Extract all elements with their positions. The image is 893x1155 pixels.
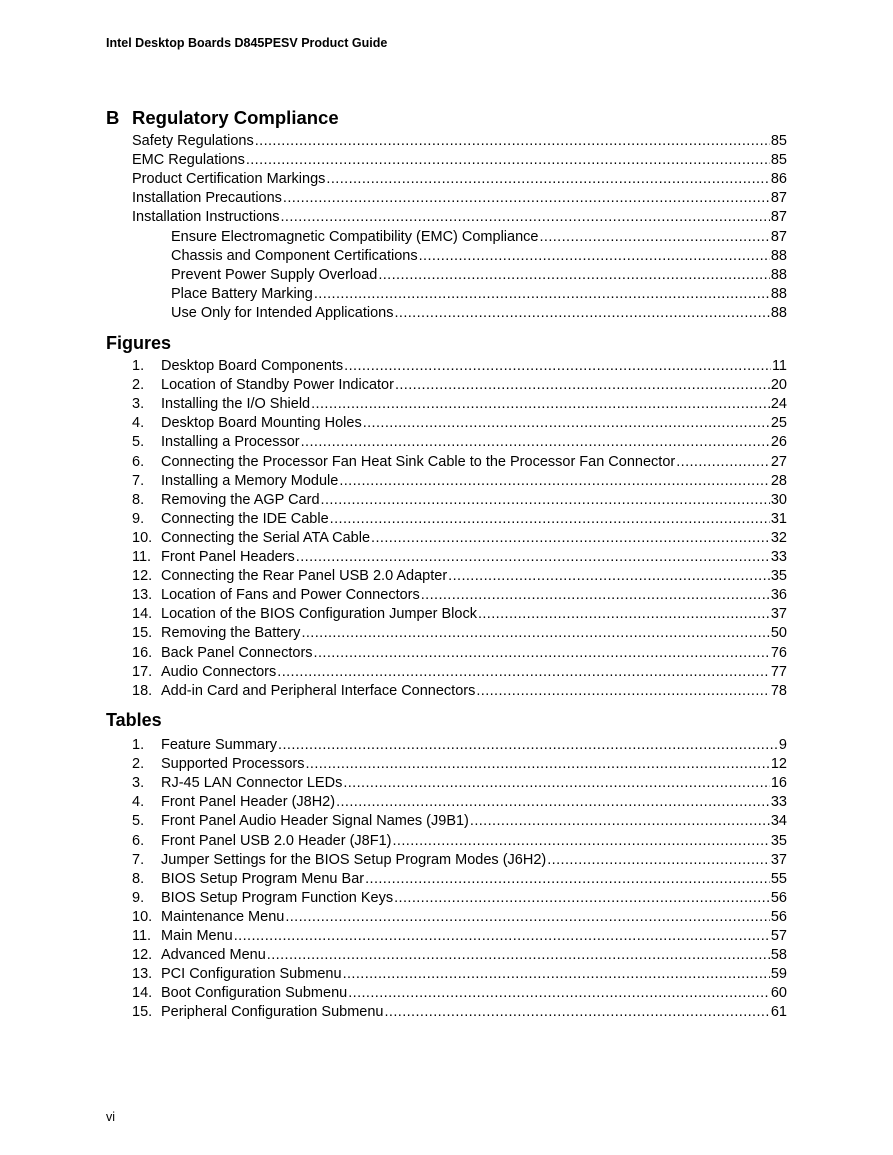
toc-entry[interactable] — [171, 228, 787, 247]
toc-entry-title: Connecting the Processor Fan Heat Sink Cable to the Processor Fan Connector — [161, 454, 676, 470]
toc-entry-number: 1. — [132, 737, 145, 753]
toc-leader-dots — [285, 908, 770, 927]
toc-leader-dots — [301, 433, 770, 452]
toc-entry-page: 88 — [770, 305, 787, 321]
appendix-letter: B — [106, 107, 120, 128]
toc-entry[interactable] — [132, 357, 787, 376]
toc-entry-title: Connecting the Rear Panel USB 2.0 Adapter — [161, 568, 448, 584]
toc-entry-title: Supported Processors — [161, 756, 305, 772]
toc-entry-number: 14. — [132, 985, 153, 1001]
toc-entry-title: Front Panel Header (J8H2) — [161, 794, 336, 810]
toc-entry[interactable] — [132, 644, 787, 663]
toc-entry-number: 14. — [132, 606, 153, 622]
toc-leader-dots — [321, 491, 770, 510]
toc-entry-page: 87 — [770, 229, 787, 245]
toc-entry[interactable] — [132, 755, 787, 774]
toc-entry[interactable] — [171, 285, 787, 304]
toc-entry-title: Front Panel USB 2.0 Header (J8F1) — [161, 833, 392, 849]
toc-entry-title: Removing the AGP Card — [161, 492, 320, 508]
toc-entry-title: BIOS Setup Program Function Keys — [161, 890, 394, 906]
toc-entry-title: Boot Configuration Submenu — [161, 985, 348, 1001]
toc-entry-number: 11. — [132, 928, 152, 944]
toc-leader-dots — [419, 247, 770, 266]
toc-entry[interactable] — [132, 682, 787, 701]
toc-leader-dots — [395, 376, 770, 395]
toc-leader-dots — [547, 851, 770, 870]
toc-entry[interactable] — [132, 548, 787, 567]
toc-entry-page: 76 — [770, 645, 787, 661]
toc-leader-dots — [314, 644, 770, 663]
toc-entry[interactable] — [132, 491, 787, 510]
toc-leader-dots — [234, 927, 770, 946]
toc-entry-title: Removing the Battery — [161, 625, 301, 641]
toc-entry[interactable] — [132, 586, 787, 605]
toc-entry-page: 32 — [770, 530, 787, 546]
toc-entry-number: 10. — [132, 530, 153, 546]
toc-entry-number: 17. — [132, 664, 153, 680]
appendix-title-text: Regulatory Compliance — [132, 107, 339, 128]
toc-leader-dots — [539, 228, 769, 247]
toc-entry-number: 12. — [132, 568, 153, 584]
toc-entry-title: Front Panel Headers — [161, 549, 295, 565]
figures-heading: Figures — [106, 333, 172, 353]
toc-entry-title: Location of the BIOS Configuration Jumper Block — [161, 606, 477, 622]
toc-entry[interactable] — [132, 414, 787, 433]
toc-entry-page: 58 — [770, 947, 787, 963]
toc-entry[interactable] — [132, 1003, 787, 1022]
toc-entry-number: 3. — [132, 775, 145, 791]
toc-entry-page: 31 — [770, 511, 787, 527]
toc-entry-page: 16 — [770, 775, 787, 791]
toc-entry-title: Installation Instructions — [132, 209, 280, 225]
toc-entry-number: 9. — [132, 890, 145, 906]
toc-entry-title: Prevent Power Supply Overload — [171, 267, 378, 283]
toc-entry[interactable] — [132, 889, 787, 908]
toc-entry[interactable] — [132, 851, 787, 870]
toc-leader-dots — [365, 870, 770, 889]
toc-entry-number: 8. — [132, 871, 145, 887]
toc-entry-title: Use Only for Intended Applications — [171, 305, 394, 321]
toc-entry[interactable] — [132, 151, 787, 170]
toc-entry-page: 9 — [778, 737, 787, 753]
toc-leader-dots — [267, 946, 770, 965]
toc-entry-page: 59 — [770, 966, 787, 982]
toc-entry[interactable] — [132, 984, 787, 1003]
toc-entry-page: 87 — [770, 190, 787, 206]
running-header: Intel Desktop Boards D845PESV Product Guide — [106, 36, 388, 50]
toc-entry-number: 13. — [132, 587, 153, 603]
toc-entry[interactable] — [132, 793, 787, 812]
toc-entry-page: 61 — [770, 1004, 787, 1020]
toc-entry-title: Installing a Processor — [161, 434, 300, 450]
toc-entry-title: Installation Precautions — [132, 190, 282, 206]
toc-entry-title: Desktop Board Components — [161, 358, 344, 374]
toc-entry[interactable] — [132, 965, 787, 984]
toc-entry-title: Advanced Menu — [161, 947, 266, 963]
toc-leader-dots — [476, 682, 770, 701]
toc-entry-page: 77 — [770, 664, 787, 680]
toc-leader-dots — [281, 208, 770, 227]
toc-leader-dots — [278, 736, 778, 755]
toc-leader-dots — [305, 755, 769, 774]
toc-entry-page: 36 — [770, 587, 787, 603]
toc-entry-number: 7. — [132, 473, 145, 489]
toc-entry-page: 60 — [770, 985, 787, 1001]
toc-entry-title: Product Certification Markings — [132, 171, 326, 187]
toc-entry-title: Audio Connectors — [161, 664, 277, 680]
toc-entry[interactable] — [171, 247, 787, 266]
toc-entry-page: 25 — [770, 415, 787, 431]
toc-entry-title: Peripheral Configuration Submenu — [161, 1004, 384, 1020]
toc-leader-dots — [676, 453, 770, 472]
toc-entry-title: EMC Regulations — [132, 152, 245, 168]
toc-entry-number: 5. — [132, 434, 145, 450]
toc-entry[interactable] — [132, 908, 787, 927]
toc-leader-dots — [343, 774, 770, 793]
toc-entry-number: 1. — [132, 358, 145, 374]
toc-leader-dots — [363, 414, 770, 433]
toc-entry[interactable] — [132, 529, 787, 548]
toc-leader-dots — [339, 472, 770, 491]
toc-entry-page: 33 — [770, 794, 787, 810]
toc-entry-number: 8. — [132, 492, 145, 508]
toc-entry-title: Jumper Settings for the BIOS Setup Program Modes (J6H2) — [161, 852, 547, 868]
page-number: vi — [106, 1110, 116, 1124]
toc-entry-number: 4. — [132, 794, 145, 810]
toc-leader-dots — [255, 132, 770, 151]
toc-entry-number: 5. — [132, 813, 145, 829]
toc-entry-page: 57 — [770, 928, 787, 944]
toc-entry-number: 6. — [132, 833, 145, 849]
toc-entry-title: RJ-45 LAN Connector LEDs — [161, 775, 343, 791]
toc-leader-dots — [296, 548, 770, 567]
toc-leader-dots — [394, 889, 770, 908]
toc-entry-title: Desktop Board Mounting Holes — [161, 415, 362, 431]
toc-entry-title: Location of Standby Power Indicator — [161, 377, 394, 393]
toc-entry[interactable] — [132, 132, 787, 151]
toc-leader-dots — [246, 151, 770, 170]
toc-leader-dots — [336, 793, 770, 812]
toc-entry-page: 37 — [770, 606, 787, 622]
toc-entry[interactable] — [132, 208, 787, 227]
toc-entry[interactable] — [171, 266, 787, 285]
toc-entry-title: BIOS Setup Program Menu Bar — [161, 871, 365, 887]
toc-entry-page: 12 — [770, 756, 787, 772]
toc-leader-dots — [470, 812, 770, 831]
toc-entry[interactable] — [132, 376, 787, 395]
toc-entry-page: 55 — [770, 871, 787, 887]
toc-entry-page: 85 — [770, 133, 787, 149]
toc-entry-title: Add-in Card and Peripheral Interface Connectors — [161, 683, 476, 699]
toc-entry[interactable] — [171, 304, 787, 323]
toc-entry-page: 20 — [770, 377, 787, 393]
tables-heading: Tables — [106, 710, 162, 730]
toc-leader-dots — [301, 624, 769, 643]
toc-leader-dots — [478, 605, 770, 624]
toc-entry-page: 88 — [770, 267, 787, 283]
toc-entry-number: 7. — [132, 852, 145, 868]
appendix-title — [106, 107, 339, 129]
toc-entry[interactable] — [132, 170, 787, 189]
toc-entry-number: 6. — [132, 454, 145, 470]
toc-entry-page: 37 — [770, 852, 787, 868]
toc-entry-title: Location of Fans and Power Connectors — [161, 587, 420, 603]
toc-entry[interactable] — [132, 946, 787, 965]
toc-leader-dots — [343, 965, 770, 984]
toc-leader-dots — [371, 529, 770, 548]
toc-leader-dots — [326, 170, 769, 189]
toc-entry-title: Place Battery Marking — [171, 286, 313, 302]
toc-entry[interactable] — [132, 812, 787, 831]
toc-leader-dots — [283, 189, 770, 208]
toc-entry[interactable] — [132, 453, 787, 472]
toc-entry[interactable] — [132, 395, 787, 414]
toc-leader-dots — [393, 832, 770, 851]
toc-leader-dots — [314, 285, 770, 304]
toc-entry-title: Ensure Electromagnetic Compatibility (EMC) Compliance — [171, 229, 539, 245]
toc-entry-page: 56 — [770, 909, 787, 925]
toc-entry[interactable] — [132, 774, 787, 793]
toc-leader-dots — [348, 984, 770, 1003]
toc-entry-page: 11 — [771, 358, 787, 374]
toc-entry-page: 35 — [770, 568, 787, 584]
toc-entry-page: 34 — [770, 813, 787, 829]
toc-entry-page: 88 — [770, 248, 787, 264]
toc-entry[interactable] — [132, 663, 787, 682]
toc-entry[interactable] — [132, 567, 787, 586]
toc-entry[interactable] — [132, 927, 787, 946]
toc-entry-number: 2. — [132, 756, 145, 772]
toc-leader-dots — [448, 567, 770, 586]
toc-entry-title: Connecting the IDE Cable — [161, 511, 329, 527]
toc-entry[interactable] — [132, 832, 787, 851]
toc-entry-page: 87 — [770, 209, 787, 225]
toc-entry[interactable] — [132, 605, 787, 624]
toc-entry-number: 11. — [132, 549, 152, 565]
toc-entry-number: 3. — [132, 396, 145, 412]
toc-entry[interactable] — [132, 870, 787, 889]
toc-entry-title: Safety Regulations — [132, 133, 254, 149]
toc-entry-title: Installing the I/O Shield — [161, 396, 311, 412]
toc-entry-page: 85 — [770, 152, 787, 168]
toc-leader-dots — [384, 1003, 769, 1022]
toc-entry-page: 33 — [770, 549, 787, 565]
toc-entry-title: Chassis and Component Certifications — [171, 248, 418, 264]
toc-entry[interactable] — [132, 510, 787, 529]
toc-leader-dots — [311, 395, 770, 414]
toc-entry-title: Installing a Memory Module — [161, 473, 339, 489]
toc-entry-number: 12. — [132, 947, 153, 963]
toc-leader-dots — [378, 266, 770, 285]
toc-leader-dots — [394, 304, 769, 323]
toc-entry-number: 2. — [132, 377, 145, 393]
toc-entry-page: 56 — [770, 890, 787, 906]
toc-leader-dots — [277, 663, 770, 682]
toc-entry-number: 13. — [132, 966, 153, 982]
toc-entry-title: PCI Configuration Submenu — [161, 966, 342, 982]
toc-entry[interactable] — [132, 472, 787, 491]
toc-entry-page: 27 — [770, 454, 787, 470]
toc-entry-title: Feature Summary — [161, 737, 278, 753]
toc-entry-page: 35 — [770, 833, 787, 849]
toc-leader-dots — [421, 586, 770, 605]
toc-entry-page: 50 — [770, 625, 787, 641]
toc-entry[interactable] — [132, 624, 787, 643]
toc-entry-number: 10. — [132, 909, 153, 925]
toc-entry-title: Front Panel Audio Header Signal Names (J9B1) — [161, 813, 469, 829]
toc-entry[interactable] — [132, 189, 787, 208]
toc-entry-page: 28 — [770, 473, 787, 489]
toc-entry-number: 9. — [132, 511, 145, 527]
toc-entry-number: 15. — [132, 625, 153, 641]
toc-leader-dots — [344, 357, 771, 376]
toc-entry-page: 86 — [770, 171, 787, 187]
toc-entry[interactable] — [132, 433, 787, 452]
toc-entry-number: 15. — [132, 1004, 153, 1020]
toc-entry-page: 78 — [770, 683, 787, 699]
toc-entry-page: 24 — [770, 396, 787, 412]
toc-entry-number: 16. — [132, 645, 153, 661]
toc-entry-page: 30 — [770, 492, 787, 508]
toc-entry-number: 4. — [132, 415, 145, 431]
toc-entry[interactable] — [132, 736, 787, 755]
toc-entry-page: 26 — [770, 434, 787, 450]
toc-leader-dots — [330, 510, 770, 529]
toc-entry-title: Maintenance Menu — [161, 909, 285, 925]
toc-entry-title: Back Panel Connectors — [161, 645, 313, 661]
toc-entry-title: Main Menu — [161, 928, 233, 944]
toc-entry-number: 18. — [132, 683, 153, 699]
toc-entry-title: Connecting the Serial ATA Cable — [161, 530, 371, 546]
toc-entry-page: 88 — [770, 286, 787, 302]
